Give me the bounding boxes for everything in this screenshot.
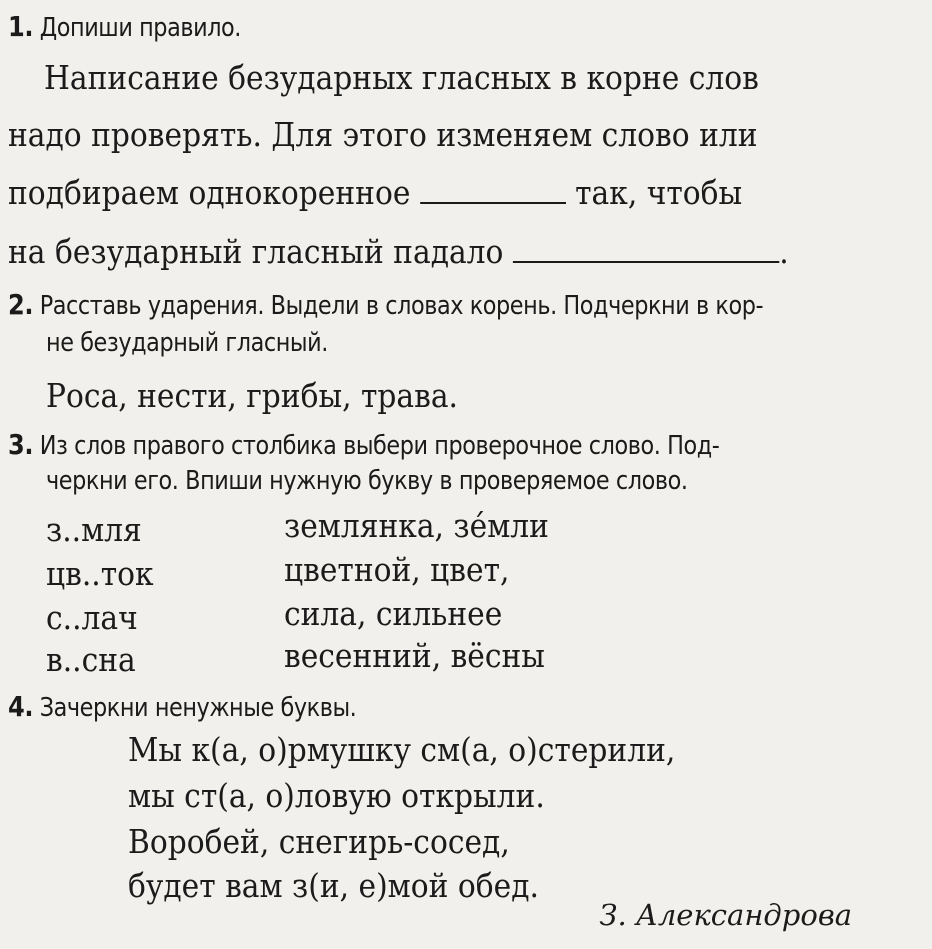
task-3-options-2: цветной, цвет, xyxy=(284,550,510,589)
rule-line-3 xyxy=(8,173,742,212)
answer-blank-2[interactable] xyxy=(513,235,779,263)
task-1-number: 1. xyxy=(8,10,34,43)
rule-line-4 xyxy=(8,232,789,271)
task-3-instruction-line-1: Из слов правого столбика выбери проверочное слово. Под- xyxy=(39,431,720,461)
task-3-instruction-line-2: черкни его. Впиши нужную букву в проверяемое слово. xyxy=(46,466,688,496)
poem-author: З. Александрова xyxy=(599,898,852,932)
task-2-heading xyxy=(8,288,763,321)
task-4-heading xyxy=(8,690,356,723)
rule-line-4-start: на безударный гласный падало xyxy=(8,232,504,271)
task-1-instruction: Допиши правило. xyxy=(39,13,241,43)
task-2-words: Роса, нести, грибы, трава. xyxy=(46,376,458,415)
task-3-options-4: весенний, вёсны xyxy=(284,636,545,675)
rule-line-3-end: так, чтобы xyxy=(575,173,743,212)
task-3-options-1: землянка, зе́мли xyxy=(284,506,549,545)
task-3-word-4: в..сна xyxy=(46,640,136,679)
task-2-number: 2. xyxy=(8,288,34,321)
task-3-word-3: с..лач xyxy=(46,598,138,637)
task-2-instruction-line-2: не безударный гласный. xyxy=(46,328,328,358)
rule-line-2: надо проверять. Для этого изменяем слово или xyxy=(8,115,758,154)
rule-line-3-start: подбираем однокоренное xyxy=(8,173,411,212)
task-3-word-2: цв..ток xyxy=(46,554,154,593)
answer-blank-1[interactable] xyxy=(420,176,566,204)
bleed-through-shadow xyxy=(520,330,900,710)
task-3-options-3: сила, сильнее xyxy=(284,594,503,633)
task-3-word-1: з..мля xyxy=(46,510,142,549)
poem-line-2: мы ст(а, о)ловую открыли. xyxy=(128,776,545,815)
poem-line-4: будет вам з(и, е)мой обед. xyxy=(128,866,539,905)
task-1-heading xyxy=(8,10,241,43)
task-4-instruction: Зачеркни ненужные буквы. xyxy=(39,693,357,723)
rule-line-4-end: . xyxy=(779,232,789,271)
poem-line-3: Воробей, снегирь-сосед, xyxy=(128,822,510,861)
rule-line-1: Написание безударных гласных в корне слов xyxy=(44,58,759,97)
task-3-number: 3. xyxy=(8,428,34,461)
task-3-heading xyxy=(8,428,719,461)
task-2-instruction-line-1: Расставь ударения. Выдели в словах корень. Подчеркни в кор- xyxy=(39,291,764,321)
poem-line-1: Мы к(а, о)рмушку см(а, о)стерили, xyxy=(128,730,676,769)
task-4-number: 4. xyxy=(8,690,34,723)
